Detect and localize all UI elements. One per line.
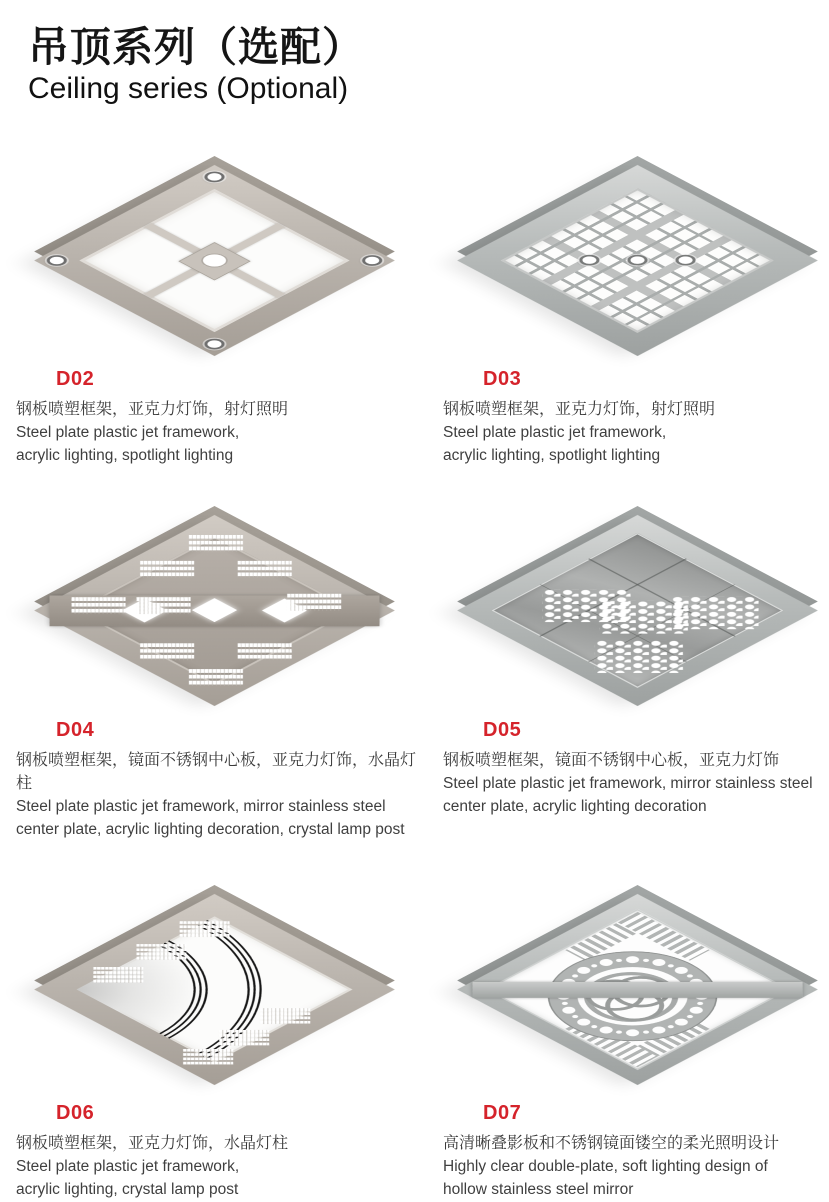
desc-line: acrylic lighting, spotlight lighting (16, 447, 234, 464)
product-desc-chinese: 钢板喷塑框架，镜面不锈钢中心板，亚克力灯饰，水晶灯柱 (16, 752, 417, 792)
product-code: D03 (483, 368, 522, 390)
product-desc-english (16, 421, 418, 467)
product-desc-english (16, 1155, 418, 1201)
product-code: D04 (56, 719, 95, 741)
product-desc-chinese: 钢板喷塑框架，镜面不锈钢中心板，亚克力灯饰 (443, 752, 780, 769)
crystal-lamp-cluster (183, 1048, 233, 1064)
desc-line: Highly clear double-plate, soft lighting design of (443, 1158, 768, 1175)
ceiling-render-d02 (14, 154, 414, 366)
product-info-d07 (443, 1102, 829, 1201)
ceiling-render-d04 (14, 504, 414, 716)
spotlight (358, 253, 386, 268)
perforated-light-cluster (670, 596, 758, 629)
product-desc-english (16, 795, 418, 841)
crystal-lamp-cluster (136, 597, 190, 614)
ceiling-render-d06 (14, 883, 414, 1095)
crystal-lamp-cluster (260, 1008, 310, 1024)
product-info-d04 (16, 719, 418, 841)
product-code: D05 (483, 719, 522, 741)
frame-top-face (457, 893, 818, 1084)
ceiling-render-d07 (437, 883, 829, 1095)
desc-line: center plate, acrylic lighting decoration, crystal lamp post (16, 821, 405, 838)
center-light-hole (195, 250, 233, 270)
desc-line: acrylic lighting, crystal lamp post (16, 1181, 239, 1198)
product-desc-chinese: 高清晰叠影板和不锈钢镜面镂空的柔光照明设计 (443, 1135, 780, 1152)
crystal-lamp-cluster (140, 643, 194, 660)
desc-line: acrylic lighting, spotlight lighting (443, 447, 661, 464)
product-info-d02 (16, 368, 418, 467)
desc-line: Steel plate plastic jet framework, mirror stainless steel (443, 775, 813, 792)
product-info-d05 (443, 719, 829, 818)
crystal-lamp-cluster (140, 560, 194, 577)
crystal-lamp-cluster (179, 921, 229, 937)
product-info-d03 (443, 368, 829, 467)
product-code: D07 (483, 1102, 522, 1124)
crystal-lamp-cluster (71, 597, 125, 614)
crystal-lamp-cluster (219, 1029, 269, 1045)
product-desc-english (443, 772, 829, 818)
crystal-lamp-cluster (93, 966, 143, 982)
crystal-lamp-cluster (287, 593, 341, 610)
ceiling-render-d05 (437, 504, 829, 716)
frame-top-face (457, 514, 818, 705)
page-title-english: Ceiling series (Optional) (28, 72, 349, 105)
spotlight (42, 253, 70, 268)
spotlight (200, 169, 228, 184)
crystal-lamp-cluster (237, 643, 291, 660)
desc-line: Steel plate plastic jet framework, (443, 424, 667, 441)
product-code: D06 (56, 1102, 95, 1124)
product-desc-chinese: 钢板喷塑框架，亚克力灯饰，水晶灯柱 (16, 1135, 289, 1152)
desc-line: Steel plate plastic jet framework, (16, 1158, 240, 1175)
product-code: D02 (56, 368, 95, 390)
desc-line: hollow stainless steel mirror (443, 1181, 634, 1198)
product-desc-chinese: 钢板喷塑框架，亚克力灯饰，射灯照明 (443, 401, 716, 418)
desc-line: Steel plate plastic jet framework, (16, 424, 240, 441)
frame-top-face (34, 164, 395, 355)
crystal-lamp-cluster (188, 669, 242, 686)
frame-top-face (34, 514, 395, 705)
perforated-light-cluster (594, 640, 682, 673)
spotlight (200, 336, 228, 351)
ceiling-render-d03 (437, 154, 829, 366)
frame-top-face (457, 164, 818, 355)
crystal-lamp-cluster (237, 560, 291, 577)
crystal-lamp-cluster (188, 534, 242, 551)
desc-line: center plate, acrylic lighting decoration (443, 798, 707, 815)
product-desc-english (443, 421, 829, 467)
product-info-d06 (16, 1102, 418, 1201)
crystal-lamp-cluster (136, 944, 186, 960)
center-metal-band (472, 981, 802, 997)
product-desc-chinese: 钢板喷塑框架，亚克力灯饰，射灯照明 (16, 401, 289, 418)
product-desc-english (443, 1155, 829, 1201)
page-title-chinese: 吊顶系列（选配） (28, 24, 364, 70)
desc-line: Steel plate plastic jet framework, mirror stainless steel (16, 798, 386, 815)
frame-top-face (34, 893, 395, 1084)
